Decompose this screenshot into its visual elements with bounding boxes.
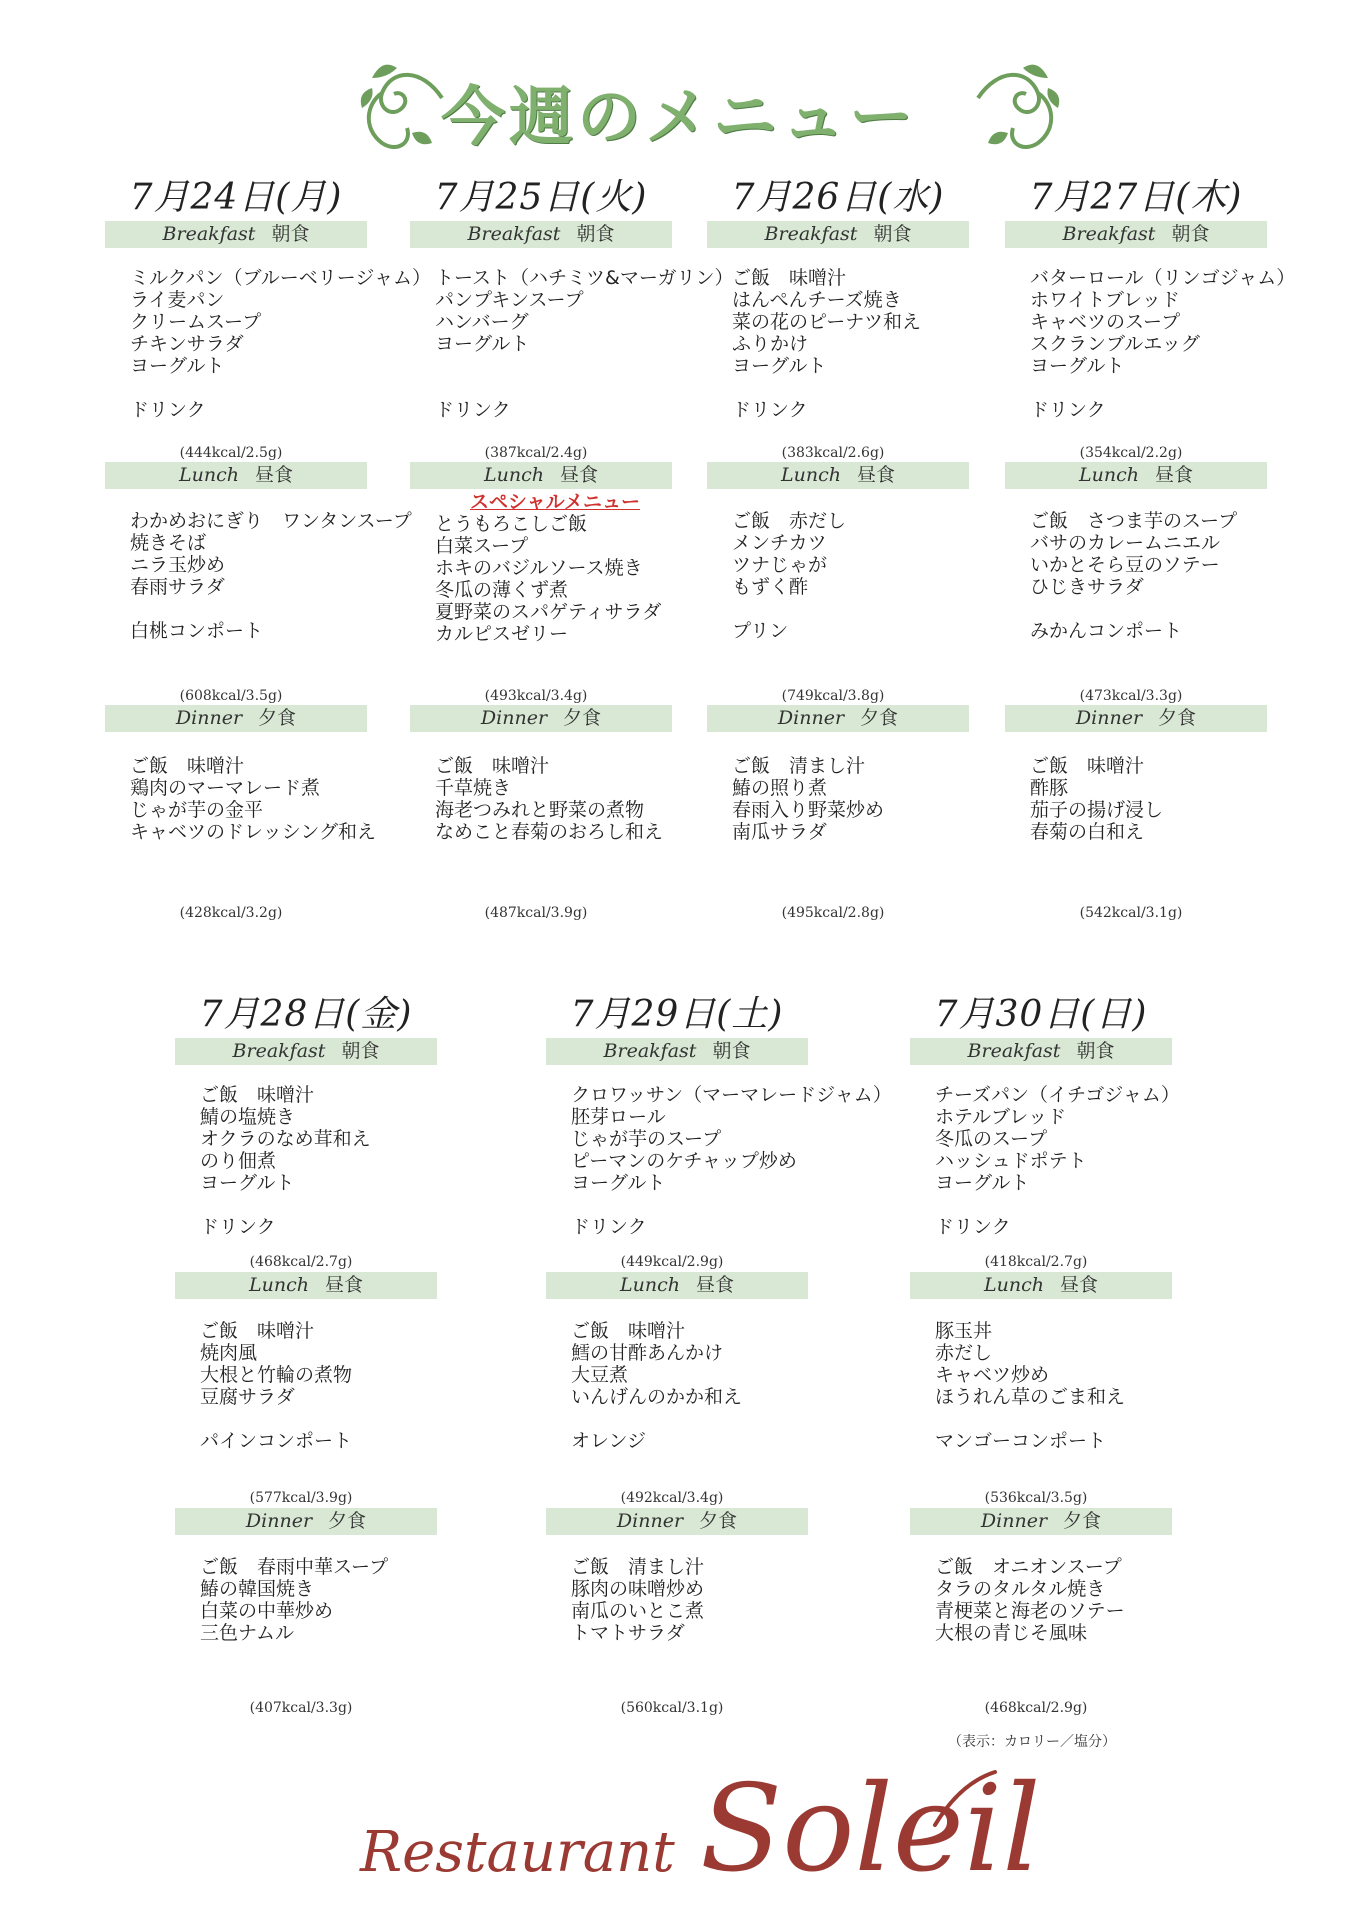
breakfast-items <box>571 1084 892 1238</box>
menu-item: 冬瓜の薄くず煮 <box>435 579 569 601</box>
menu-item: ハンバーグ <box>435 311 529 333</box>
breakfast-header: Breakfast 朝食 <box>105 221 367 248</box>
menu-item: キャベツのスープ <box>1030 311 1181 333</box>
menu-item: ドリンク <box>435 399 511 421</box>
menu-item: ご飯 味噌汁 <box>571 1320 686 1342</box>
dinner-items <box>732 755 982 843</box>
dinner-items <box>935 1556 1185 1644</box>
menu-item: ご飯 清まし汁 <box>732 755 866 777</box>
breakfast-kcal: (444kcal/2.5g) <box>179 445 283 461</box>
menu-item: 春雨サラダ <box>130 576 225 598</box>
menu-item: ヨーグルト <box>435 333 530 355</box>
lunch-header: Lunch 昼食 <box>410 462 672 489</box>
day-column <box>702 175 974 921</box>
menu-item: ふりかけ <box>732 333 809 355</box>
menu-item: 大豆煮 <box>571 1364 629 1386</box>
menu-item: のり佃煮 <box>200 1150 277 1172</box>
menu-item: ご飯 味噌汁 <box>200 1320 315 1342</box>
dinner-items <box>435 755 685 843</box>
menu-item: ライ麦パン <box>130 289 225 311</box>
menu-item: マンゴーコンポート <box>935 1430 1107 1452</box>
dinner-header: Dinner 夕食 <box>175 1508 437 1535</box>
day-column <box>405 175 734 921</box>
menu-item: オクラのなめ茸和え <box>200 1128 371 1150</box>
menu-item: 夏野菜のスパゲティサラダ <box>435 601 662 623</box>
menu-item: ヨーグルト <box>571 1172 666 1194</box>
day-column <box>100 175 431 921</box>
lunch-kcal: (473kcal/3.3g) <box>1079 688 1183 704</box>
menu-item: プリン <box>732 620 789 642</box>
menu-item: わかめおにぎり ワンタンスープ <box>130 510 412 532</box>
menu-item: 青梗菜と海老のソテー <box>935 1600 1125 1622</box>
dinner-items <box>1030 755 1280 843</box>
lunch-header: Lunch 昼食 <box>910 1272 1172 1299</box>
menu-item: バターロール（リンゴジャム） <box>1030 267 1296 289</box>
menu-item: ニラ玉炒め <box>130 554 226 576</box>
dinner-items <box>571 1556 821 1644</box>
menu-item: はんぺんチーズ焼き <box>732 289 902 311</box>
menu-item: 鶏肉のマーマレード煮 <box>130 777 321 799</box>
menu-item: 豚玉丼 <box>935 1320 993 1342</box>
menu-item: 焼肉風 <box>200 1342 258 1364</box>
menu-item: なめこと春菊のおろし和え <box>435 821 664 843</box>
menu-item: ご飯 味噌汁 <box>130 755 245 777</box>
menu-item: 白菜スープ <box>435 535 529 557</box>
lunch-kcal: (608kcal/3.5g) <box>179 688 283 704</box>
menu-item: ヨーグルト <box>935 1172 1030 1194</box>
breakfast-items <box>732 267 982 421</box>
breakfast-kcal: (468kcal/2.7g) <box>249 1254 353 1270</box>
lunch-header: Lunch 昼食 <box>1005 462 1267 489</box>
menu-item: もずく酢 <box>732 576 809 598</box>
menu-item: ハッシュドポテト <box>935 1150 1087 1172</box>
lunch-items <box>571 1320 821 1452</box>
menu-item: ドリンク <box>130 399 206 421</box>
menu-item: 南瓜のいとこ煮 <box>571 1600 705 1622</box>
lunch-header: Lunch 昼食 <box>707 462 969 489</box>
menu-item: 千草焼き <box>435 777 512 799</box>
menu-item: じゃが芋のスープ <box>571 1128 722 1150</box>
menu-item: 春菊の白和え <box>1030 821 1145 843</box>
lunch-items <box>1030 510 1280 642</box>
dinner-items <box>200 1556 450 1644</box>
day-column <box>170 992 442 1716</box>
lunch-kcal: (749kcal/3.8g) <box>781 688 885 704</box>
menu-item: いんげんのかか和え <box>571 1386 743 1408</box>
breakfast-header: Breakfast 朝食 <box>910 1038 1172 1065</box>
menu-item: 大根と竹輪の煮物 <box>200 1364 353 1386</box>
menu-item: ドリンク <box>200 1216 276 1238</box>
lunch-items <box>200 1320 450 1452</box>
menu-item: カルピスゼリー <box>435 623 569 645</box>
dinner-header: Dinner 夕食 <box>910 1508 1172 1535</box>
day-date: 7月28日(金) <box>199 994 413 1035</box>
menu-item: パンプキンスープ <box>435 289 584 311</box>
lunch-kcal: (492kcal/3.4g) <box>620 1490 724 1506</box>
breakfast-header: Breakfast 朝食 <box>707 221 969 248</box>
menu-item: 海老つみれと野菜の煮物 <box>435 799 645 821</box>
menu-item: ドリンク <box>1030 399 1106 421</box>
logo-name-text: Soleil <box>700 1760 1041 1899</box>
dinner-kcal: (495kcal/2.8g) <box>781 905 885 921</box>
menu-item: チーズパン（イチゴジャム） <box>935 1084 1180 1106</box>
special-menu-label: スペシャルメニュー <box>469 491 641 513</box>
menu-item: ひじきサラダ <box>1030 576 1144 598</box>
menu-item: ヨーグルト <box>732 355 827 377</box>
menu-item: ホテルブレッド <box>935 1106 1067 1128</box>
menu-item: 白菜の中華炒め <box>200 1600 334 1622</box>
menu-item: いかとそら豆のソテー <box>1030 554 1220 576</box>
menu-item: じゃが芋の金平 <box>130 799 264 821</box>
lunch-kcal: (536kcal/3.5g) <box>984 1490 1088 1506</box>
menu-item: キャベツのドレッシング和え <box>130 821 376 843</box>
breakfast-items <box>935 1084 1185 1238</box>
menu-item: ご飯 さつま芋のスープ <box>1030 510 1238 532</box>
menu-item: ツナじゃが <box>732 554 828 576</box>
menu-item: 鰆の照り煮 <box>732 777 828 799</box>
menu-item: ご飯 清まし汁 <box>571 1556 705 1578</box>
menu-item: 冬瓜のスープ <box>935 1128 1048 1150</box>
lunch-items <box>732 510 982 642</box>
menu-item: ご飯 味噌汁 <box>200 1084 315 1106</box>
breakfast-kcal: (354kcal/2.2g) <box>1079 445 1183 461</box>
logo-flourish-icon <box>930 1770 1000 1830</box>
menu-item: ご飯 味噌汁 <box>1030 755 1145 777</box>
menu-item: 鱈の甘酢あんかけ <box>571 1342 724 1364</box>
menu-item: ヨーグルト <box>1030 355 1125 377</box>
dinner-kcal: (428kcal/3.2g) <box>179 905 283 921</box>
menu-item: 鯖の塩焼き <box>200 1106 296 1128</box>
dinner-kcal: (468kcal/2.9g) <box>984 1700 1088 1716</box>
menu-item: オレンジ <box>571 1430 647 1452</box>
day-date: 7月26日(水) <box>731 177 945 218</box>
menu-item: 春雨入り野菜炒め <box>732 799 885 821</box>
lunch-items <box>435 491 685 645</box>
dinner-kcal: (560kcal/3.1g) <box>620 1700 724 1716</box>
menu-item: とうもろこしご飯 <box>435 513 588 535</box>
menu-item: 豆腐サラダ <box>200 1386 295 1408</box>
menu-item: ほうれん草のごま和え <box>935 1386 1126 1408</box>
menu-item: チキンサラダ <box>130 333 244 355</box>
menu-item: ヨーグルト <box>130 355 225 377</box>
dinner-header: Dinner 夕食 <box>105 705 367 732</box>
breakfast-kcal: (449kcal/2.9g) <box>620 1254 724 1270</box>
breakfast-header: Breakfast 朝食 <box>1005 221 1267 248</box>
breakfast-header: Breakfast 朝食 <box>546 1038 808 1065</box>
menu-item: クリームスープ <box>130 311 262 333</box>
menu-item: ご飯 赤だし <box>732 510 847 532</box>
restaurant-logo <box>0 1740 1358 1899</box>
day-column <box>905 992 1180 1716</box>
breakfast-kcal: (418kcal/2.7g) <box>984 1254 1088 1270</box>
menu-item: ヨーグルト <box>200 1172 295 1194</box>
menu-item: ドリンク <box>732 399 808 421</box>
dinner-header: Dinner 夕食 <box>546 1508 808 1535</box>
menu-item: みかんコンポート <box>1030 620 1183 642</box>
menu-item: タラのタルタル焼き <box>935 1578 1106 1600</box>
menu-item: 三色ナムル <box>200 1622 295 1644</box>
breakfast-kcal: (387kcal/2.4g) <box>484 445 588 461</box>
dinner-kcal: (487kcal/3.9g) <box>484 905 588 921</box>
breakfast-items <box>1030 267 1296 421</box>
menu-item: トマトサラダ <box>571 1622 685 1644</box>
menu-item: ミルクパン（ブルーベリージャム） <box>130 267 431 289</box>
menu-item: ホキのバジルソース焼き <box>435 557 643 579</box>
breakfast-items <box>130 267 431 421</box>
menu-item: 南瓜サラダ <box>732 821 827 843</box>
dinner-kcal: (542kcal/3.1g) <box>1079 905 1183 921</box>
menu-item: ピーマンのケチャップ炒め <box>571 1150 797 1172</box>
menu-item: メンチカツ <box>732 532 827 554</box>
dinner-kcal: (407kcal/3.3g) <box>249 1700 353 1716</box>
vine-ornament-icon <box>968 48 1068 158</box>
breakfast-header: Breakfast 朝食 <box>175 1038 437 1065</box>
page-title: 今週のメニュー <box>441 81 917 155</box>
menu-item: トースト（ハチミツ&マーガリン） <box>435 267 734 289</box>
menu-item: ご飯 オニオンスープ <box>935 1556 1122 1578</box>
dinner-header: Dinner 夕食 <box>707 705 969 732</box>
logo-restaurant-text: Restaurant <box>360 1820 675 1885</box>
menu-item: ご飯 味噌汁 <box>435 755 550 777</box>
day-date: 7月24日(月) <box>129 177 343 218</box>
menu-item: スクランブルエッグ <box>1030 333 1200 355</box>
menu-item: ご飯 春雨中華スープ <box>200 1556 389 1578</box>
lunch-kcal: (493kcal/3.4g) <box>484 688 588 704</box>
menu-item: 菜の花のピーナツ和え <box>732 311 922 333</box>
day-date: 7月29日(土) <box>570 994 784 1035</box>
menu-item: キャベツ炒め <box>935 1364 1050 1386</box>
menu-item: ドリンク <box>935 1216 1011 1238</box>
menu-item: 酢豚 <box>1030 777 1069 799</box>
day-date: 7月25日(火) <box>434 177 648 218</box>
dinner-header: Dinner 夕食 <box>410 705 672 732</box>
menu-item: 胚芽ロール <box>571 1106 666 1128</box>
day-date: 7月30日(日) <box>934 994 1148 1035</box>
menu-item: 大根の青じそ風味 <box>935 1622 1088 1644</box>
lunch-header: Lunch 昼食 <box>546 1272 808 1299</box>
breakfast-items <box>435 267 734 421</box>
menu-item: バサのカレームニエル <box>1030 532 1221 554</box>
lunch-header: Lunch 昼食 <box>105 462 367 489</box>
menu-item: ご飯 味噌汁 <box>732 267 847 289</box>
menu-item: ホワイトブレッド <box>1030 289 1180 311</box>
menu-item: ドリンク <box>571 1216 647 1238</box>
menu-item: 赤だし <box>935 1342 993 1364</box>
menu-item: 茄子の揚げ浸し <box>1030 799 1164 821</box>
menu-item: 焼きそば <box>130 532 207 554</box>
legend-note: （表示：カロリー／塩分） <box>948 1734 1116 1750</box>
day-date: 7月27日(木) <box>1029 177 1243 218</box>
lunch-items <box>935 1320 1185 1452</box>
menu-item: 豚肉の味噌炒め <box>571 1578 705 1600</box>
header <box>0 48 1358 168</box>
dinner-header: Dinner 夕食 <box>1005 705 1267 732</box>
day-column <box>541 992 892 1716</box>
menu-item: パインコンポート <box>200 1430 353 1452</box>
lunch-kcal: (577kcal/3.9g) <box>249 1490 353 1506</box>
breakfast-kcal: (383kcal/2.6g) <box>781 445 885 461</box>
breakfast-items <box>200 1084 450 1238</box>
breakfast-header: Breakfast 朝食 <box>410 221 672 248</box>
lunch-header: Lunch 昼食 <box>175 1272 437 1299</box>
menu-item: 白桃コンポート <box>130 620 264 642</box>
lunch-items <box>130 510 412 642</box>
dinner-items <box>130 755 380 843</box>
menu-item: 鰆の韓国焼き <box>200 1578 315 1600</box>
day-column <box>1000 175 1296 921</box>
menu-item: クロワッサン（マーマレードジャム） <box>571 1084 892 1106</box>
